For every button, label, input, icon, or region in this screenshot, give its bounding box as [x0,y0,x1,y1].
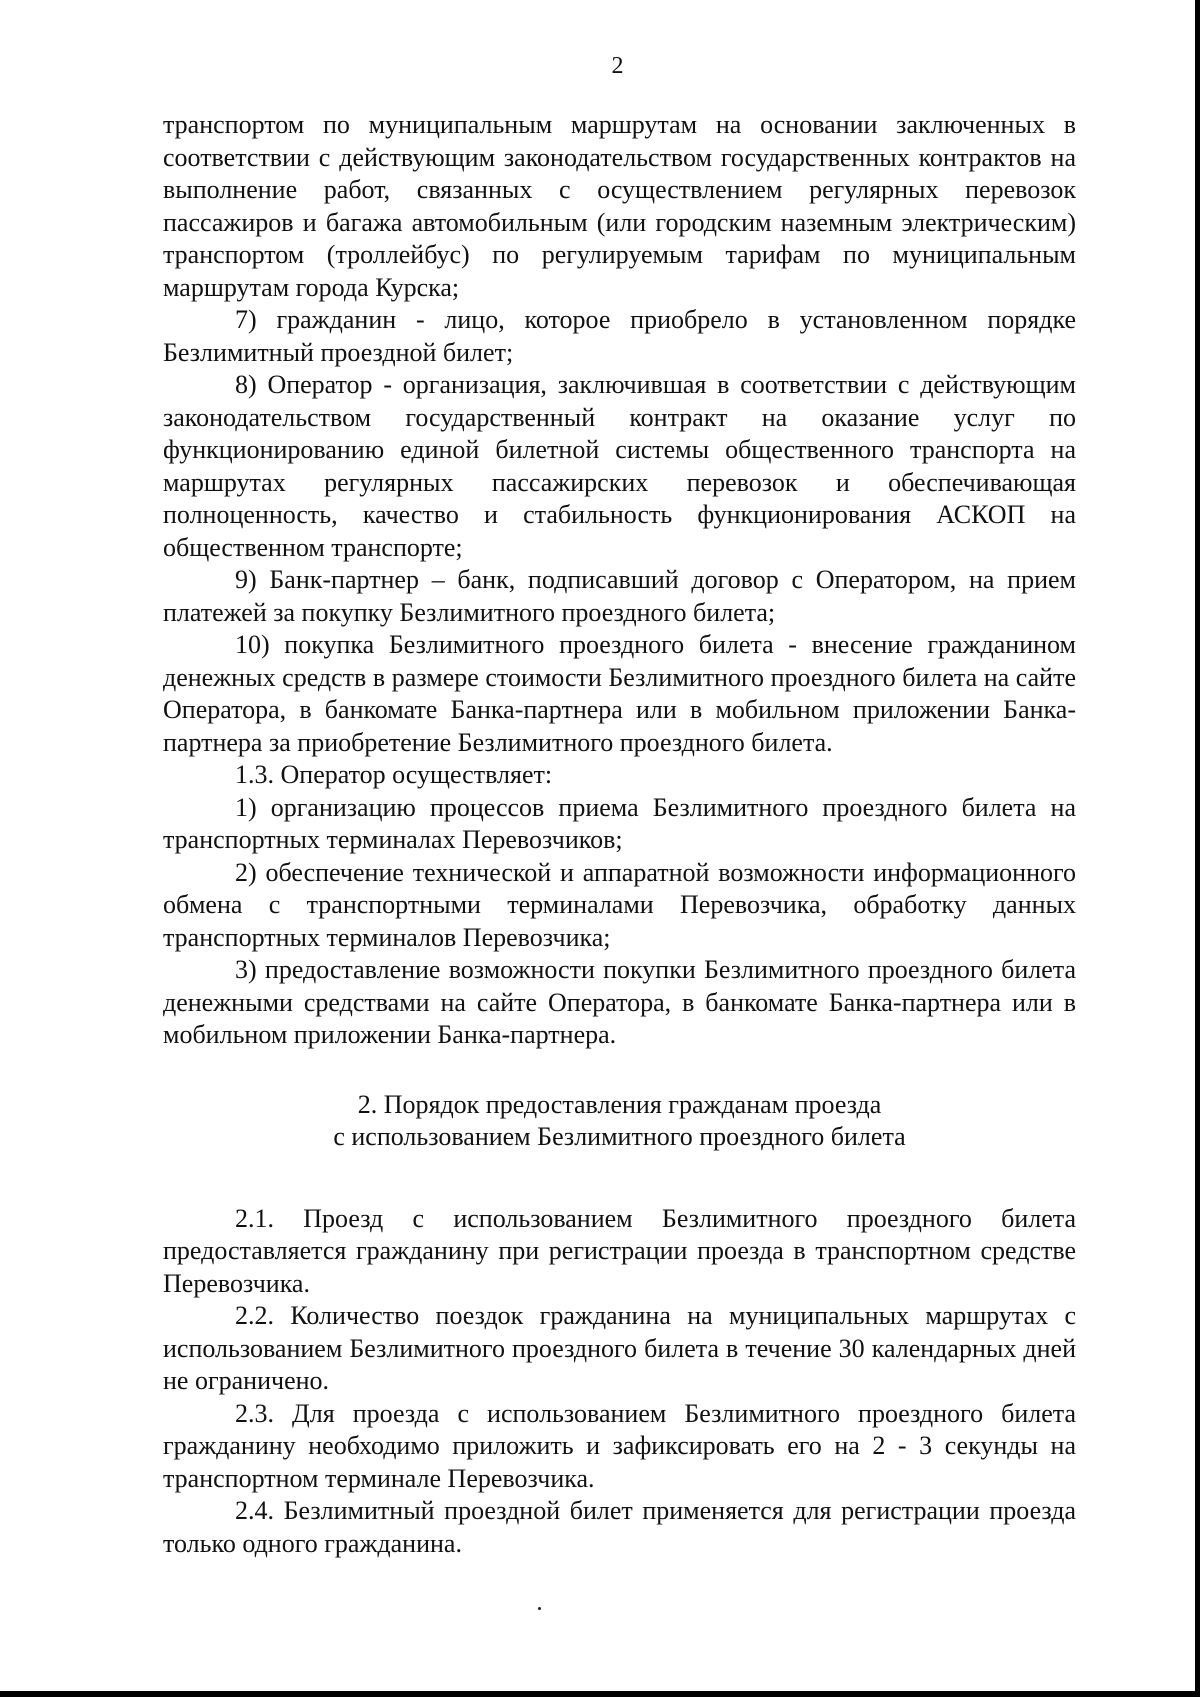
paragraph-item-10: 10) покупка Безлимитного проездного билета - внесение гражданином денежных средств в размере стоимости Безлимитного проездного билета на сайте Оператора, в банкомате Банка-партнера или в мобильном приложении Банка-партнера за приобретение Безлимитного проездного билета. [163,630,1076,757]
section-heading-line-2: с использованием Безлимитного проездного билета [333,1122,906,1151]
paragraphs-top [163,109,1076,1052]
paragraph-item-8: 8) Оператор - организация, заключившая в соответствии с действующим законодательством государственный контракт на оказание услуг по функционированию единой билетной системы общественного транспорта на маршрутах регулярных пассажирских перевозок и обеспечивающая полноценность, качество и стабильность функционирования АСКОП на общественном транспорте; [163,370,1076,562]
paragraph-1-3-item-2: 2) обеспечение технической и аппаратной возможности информационного обмена с транспортными терминалами Перевозчика, обработку данных транспортных терминалов Перевозчика; [163,857,1076,952]
scan-border-right [1195,0,1200,1697]
paragraph-2-3: 2.3. Для проезда с использованием Безлимитного проездного билета гражданину необходимо приложить и зафиксировать его на 2 - 3 секунды на транспортном терминале Перевозчика. [163,1398,1076,1493]
paragraph-1-3-item-1: 1) организацию процессов приема Безлимитного проездного билета на транспортных терминалах Перевозчиков; [163,792,1076,854]
paragraph-1-3-item-3: 3) предоставление возможности покупки Безлимитного проездного билета денежными средствами на сайте Оператора, в банкомате Банка-партнера или в мобильном приложении Банка-партнера. [163,955,1076,1049]
paragraph-1-3: 1.3. Оператор осуществляет: [235,760,553,789]
paragraph-item-7: 7) гражданин - лицо, которое приобрело в установленном порядке Безлимитный проездной билет; [163,305,1076,367]
section-heading [163,1089,1076,1154]
scan-speck [538,1607,541,1610]
paragraph-2-1: 2.1. Проезд с использованием Безлимитного проездного билета предоставляется гражданину при регистрации проезда в транспортном средстве Перевозчика. [163,1203,1076,1298]
section-heading-line-1: 2. Порядок предоставления гражданам проезда [357,1089,882,1119]
page-number: 2 [611,53,624,79]
paragraph-continuation: транспортом по муниципальным маршрутам на основании заключенных в соответствии с действующим законодательством государственных контрактов на выполнение работ, связанных с осуществлением регулярных перевозок пассажиров и багажа автомобильным (или городским наземным электрическим) транспортом (троллейбус) по регулируемым тарифам по муниципальным маршрутам города Курска; [163,110,1076,302]
scan-border-bottom [0,1691,1200,1697]
document-body [163,109,1076,1560]
paragraph-item-9: 9) Банк-партнер – банк, подписавший договор с Оператором, на прием платежей за покупку Безлимитного проездного билета; [163,565,1076,627]
paragraph-2-4: 2.4. Безлимитный проездной билет применяется для регистрации проезда только одного гражданина. [163,1496,1076,1558]
paragraphs-bottom [163,1203,1076,1561]
paragraph-2-2: 2.2. Количество поездок гражданина на муниципальных маршрутах с использованием Безлимитного проездного билета в течение 30 календарных дней не ограничено. [163,1301,1076,1395]
